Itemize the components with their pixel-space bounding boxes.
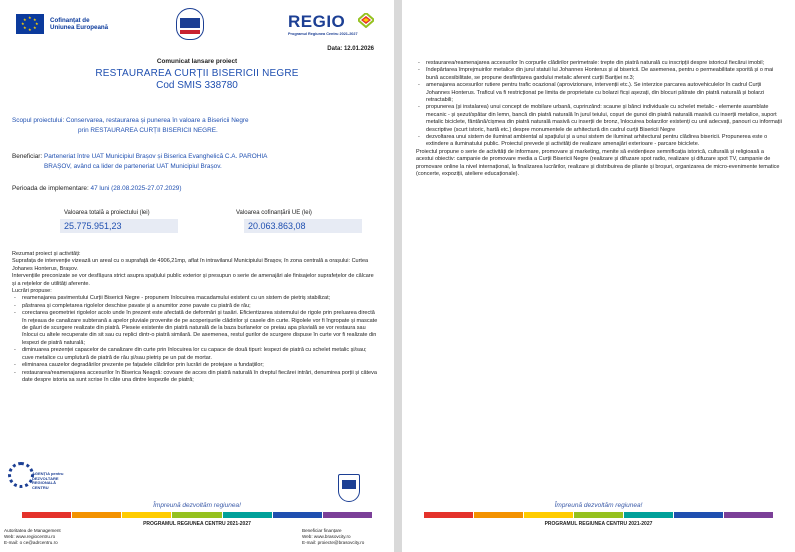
stripe-segment: [273, 512, 322, 518]
agency-text: AGENȚIA pentru DEZVOLTARE REGIONALĂ CENTRU: [32, 471, 64, 490]
footer-left-3[interactable]: E-mail: o ce@adrcentru.ro: [4, 540, 58, 546]
eu-line-1: Cofinanțat de: [50, 17, 90, 24]
summary-paragraph-2: Intervențiile preconizate se vor desfășura strict asupra spațiului public exterior și presupun o serie de amenajări ale finisajelor suprafețelor de călcare și a rețelelor de utilități aferente.: [12, 273, 374, 287]
beneficiary-row: [12, 152, 267, 161]
footer-right-3[interactable]: E-mail: proiecte@brasovcity.ro: [302, 540, 365, 546]
period-label: Perioada de implementare:: [12, 185, 89, 192]
list-item: - îndepărtarea împrejmuirilor metalice din jurul statuii lui Johannes Honterus și al bisericii. De asemenea, pentru o permeabilitate sporită și o mai bună accesibilitate, se propune desființarea gardului metalic aferent curții Bariției nr.3;: [416, 67, 782, 82]
list-item: - păstrarea și completarea rigolelor deschise pavate și a anumitor zone pavate cu piatră de râu;: [12, 303, 378, 310]
regio-subtitle: Programul Regiunea Centru 2021-2027: [288, 32, 358, 36]
brasov-shield-icon: [338, 474, 360, 502]
project-code: Cod SMIS 338780: [156, 80, 238, 91]
footer-slogan: Împreună dezvoltăm regiunea!: [554, 502, 643, 509]
footer-right-2[interactable]: Web: www.brasovcity.ro: [302, 534, 351, 540]
eu-value: 20.063.863,08: [244, 219, 362, 233]
footer-right: [302, 528, 364, 547]
beneficiary-text-1: Parteneriat între UAT Municipiul Brașov și Biserica Evanghelică C.A. PAROHIA: [43, 153, 268, 160]
agency-logo: [8, 462, 64, 490]
eu-flag-icon: ★ ★ ★ ★ ★ ★ ★ ★: [16, 14, 44, 34]
stripe-segment: [674, 512, 723, 518]
list-item: - dezvoltarea unui sistem de iluminat ambiental al spațiului și a unui sistem de iluminat arhitectural pentru clădirea bisericii. Propunerea este o extindere a iluminatului public. Proiectul prevede și activități de realizare amenajări exterioare - parcare biciclete.: [416, 134, 782, 149]
stripe-segment: [72, 512, 121, 518]
regio-mark-icon: [358, 13, 374, 28]
footer-left-2[interactable]: Web: www.regiocentru.ro: [4, 534, 56, 540]
scope-text-1: Conservarea, restaurarea și punerea în valoare a Bisericii Negre: [66, 117, 249, 124]
footer-left: [4, 528, 61, 547]
color-stripe: [424, 512, 773, 518]
brasov-crest-icon: [176, 8, 204, 40]
scope-row: [12, 116, 249, 125]
stripe-segment: [223, 512, 272, 518]
eu-value-label: Valoarea cofinanțării UE (lei): [236, 210, 312, 216]
regio-word: REGIO: [288, 12, 346, 31]
stripe-segment: [524, 512, 573, 518]
summary-paragraph-3: Lucrări propuse:: [12, 288, 52, 295]
stripe-segment: [574, 512, 623, 518]
stripe-segment: [323, 512, 372, 518]
list-item: - amenajarea accesurilor rutiere pentru trafic ocazional (aprovizionare, intervenții etc.). Se interzice parcarea autovehiculelor în cadrul Curții Johannes Honterus. Traficul va fi restricționat pe limita de proprietate cu bolarzi ficși așezați, din blocuri pătrate din piatră naturală și bolarzi retractabili;: [416, 82, 782, 104]
footer-program: PROGRAMUL REGIUNEA CENTRU 2021-2027: [143, 521, 251, 527]
scope-text-2: prin RESTAURAREA CURȚII BISERICII NEGRE.: [78, 127, 218, 134]
list-item: - diminuarea prezenței capacelor de canalizare din curte prin înlocuirea lor cu capace de două tipuri: lespezi de piatră cu schelet metalic și/sau; cuve metalice cu umplutură de piatră de râu și/sau pietriș pe un pat de mortar.: [12, 347, 378, 362]
list-item: - corectarea geometriei rigolelor acolo unde în prezent este afectată de deformări și tasări. Eficientizarea sistemului de rigole prin preluarea directă în rețeaua de canalizare subterană a apelor pluviale provenite de pe acoperișurile clădirilor și casele din curte. Rigolele vor fi îngropate și mascate de găuri de scurgere realizate din piatră. Pieseie existente din piatră naturală de la baza burlanelor ce preiau apa pluvială se vor restaura sau înlocui cu altele recuperate din sit sau cu replici dintr-o piatră similară. De asemenea, restul gurilor de scurgere dispuse în curte vor fi realizate din lespezi de piatră naturală;: [12, 310, 378, 347]
document-page-1: [0, 0, 394, 552]
footer-slogan: Împreună dezvoltăm regiunea!: [153, 502, 241, 509]
beneficiary-label: Beneficiar:: [12, 153, 43, 160]
list-item: - eliminarea cauzelor degradărilor prezente pe fațadele clădirilor prin lucrări de protejare a fundațiilor;: [12, 362, 378, 369]
eu-cofinancing-logo: [16, 14, 108, 34]
summary-paragraph-1: Suprafața de intervenție vizează un areal cu o suprafață de 4906,21mp, aflat în intravilanul Municipiului Brașov, în zona centrală a orașului: Curtea Johanes Honterus, Brașov.: [12, 258, 369, 272]
beneficiary-text-2: BRAȘOV, având ca lider de parteneriat UAT Municipiul Brașov.: [44, 163, 222, 170]
stripe-segment: [172, 512, 221, 518]
document-page-2: [402, 0, 795, 552]
list-item: - reamenajarea pavimentului Curții Bisericii Negre - propunem înlocuirea macadamului existent cu un sistem de pietriș stabilizat;: [12, 295, 378, 302]
list-item: - restaurarea/reamenajarea accesurilor în Biserica Neagră: covoare de acces din piatră naturală în dreptul fiecărei intrări, denumirea porții și câteva date despre istoria sa sunt scrise în câte una dintre lespezile de piatră;: [12, 370, 378, 385]
regio-logo: [288, 12, 358, 36]
list-item: - propunerea (și instalarea) unui concept de mobilare urbană, cuprinzând: scaune și bănci individuale cu schelet metalic - elemente asamblate mecanic - și șezut/spătar din lemn, bancă din piatră naturală în jurul teiului, coșuri de gunoi din piatră naturală masivă cu inserții metalice, suport metalic biciclete, fântână/cișmea din piatră naturală masivă cu inserții de bronz, înlocuirea bolarzilor existenți cu unii adecvați, panouri cu informații descriptive (scurt istoric, hartă etc.) despre monumentele de arhitectură din cadrul curții Bisericii Negre: [416, 104, 782, 134]
scope-label: Scopul proiectului:: [12, 117, 65, 124]
agency-swirl-icon: [8, 462, 34, 488]
page2-content: [416, 60, 782, 179]
list-item: - restaurarea/reamenajarea accesurilor în corpurile clădirilor perimetrale: trepte din piatră naturală cu inscripții despre istoricul fiecărui imobil;: [416, 60, 782, 67]
summary-section: [12, 251, 378, 384]
stripe-segment: [724, 512, 773, 518]
closing-paragraph: Proiectul propune o serie de activități de informare, promovare și marketing, menite să evidențieze semnificația istorică, culturală și religioasă a acestui obiectiv: campanie de promovare media a Curții Bisericii Negre (realizare și difuzare spot radio, realizare și difuzare spot TV, campanie de promovare online la nivel internațional, la finalizarea lucrărilor, realizare și distribuirea de pliante și broșuri, organizarea de micro-evenimente tematice (concerte, expoziții, ateliere educaționale).: [416, 148, 780, 178]
total-value-label: Valoarea totală a proiectului (lei): [64, 210, 150, 216]
footer-program: PROGRAMUL REGIUNEA CENTRU 2021-2027: [544, 521, 653, 527]
stripe-segment: [474, 512, 523, 518]
announcement-label: Comunicat lansare proiect: [156, 58, 238, 65]
project-title: RESTAURAREA CURȚII BISERICII NEGRE: [95, 68, 299, 79]
period-row: [12, 184, 181, 193]
stripe-segment: [624, 512, 673, 518]
stripe-segment: [424, 512, 473, 518]
eu-line-2: Uniunea Europeană: [50, 24, 109, 31]
total-value: 25.775.951,23: [60, 219, 178, 233]
color-stripe: [22, 512, 372, 518]
footer-right-1: Beneficiar finanțare: [302, 528, 342, 533]
document-date: Data: 12.01.2026: [327, 46, 374, 52]
stripe-segment: [22, 512, 71, 518]
footer-left-1: Autoritatea de Management: [4, 528, 61, 533]
period-value: 47 luni (28.08.2025-27.07.2029): [90, 185, 182, 192]
summary-heading: Rezumat proiect și activități:: [12, 251, 81, 257]
stripe-segment: [122, 512, 171, 518]
page-gap: [394, 0, 402, 552]
